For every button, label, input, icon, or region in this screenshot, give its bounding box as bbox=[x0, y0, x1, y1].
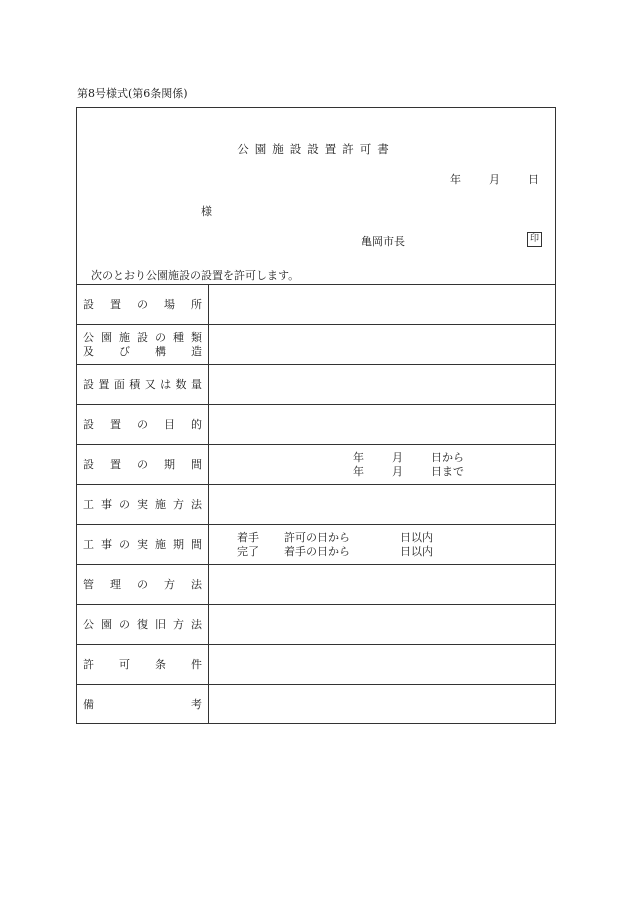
label-char: 間 bbox=[191, 457, 202, 471]
spread-label bbox=[83, 698, 202, 712]
period-from-month: 月 bbox=[392, 451, 403, 464]
period-from-year: 年 bbox=[353, 451, 364, 464]
table-row bbox=[77, 444, 555, 484]
label-char: 法 bbox=[191, 497, 202, 511]
row-label bbox=[77, 405, 209, 444]
label-char: 工 bbox=[83, 497, 94, 511]
period-from-day: 日から bbox=[431, 451, 464, 464]
label-char: 管 bbox=[83, 577, 94, 591]
label-char: の bbox=[137, 417, 148, 431]
label-char: 法 bbox=[191, 617, 202, 631]
permit-table bbox=[77, 284, 555, 724]
row-label bbox=[77, 565, 209, 604]
label-char: 法 bbox=[191, 577, 202, 591]
date-year: 年 bbox=[450, 173, 461, 186]
label-char: 施 bbox=[155, 537, 166, 551]
finish-label: 完了 bbox=[237, 545, 259, 558]
table-row bbox=[77, 324, 555, 364]
label-char: 期 bbox=[173, 537, 184, 551]
management-value bbox=[209, 565, 555, 604]
label-char: の bbox=[155, 330, 166, 344]
restoration-value bbox=[209, 605, 555, 644]
spread-label bbox=[83, 618, 202, 632]
spread-label bbox=[83, 578, 202, 592]
implementation-period-value bbox=[209, 525, 555, 564]
label-char: 方 bbox=[173, 617, 184, 631]
label-char: は bbox=[160, 377, 172, 391]
addressee: 様 bbox=[201, 205, 212, 218]
finish-text: 着手の日から bbox=[284, 545, 350, 558]
table-row bbox=[77, 284, 555, 324]
row-label bbox=[77, 645, 209, 684]
label-char: 設 bbox=[137, 330, 148, 344]
spread-label bbox=[83, 418, 202, 432]
spread-label bbox=[83, 538, 202, 552]
table-row bbox=[77, 364, 555, 404]
label-char: 及 bbox=[83, 344, 94, 358]
label-char: 園 bbox=[101, 330, 112, 344]
label-char: び bbox=[119, 344, 130, 358]
label-char: 設 bbox=[83, 417, 94, 431]
label-char: 面 bbox=[113, 377, 125, 391]
spread-label bbox=[83, 458, 202, 472]
label-char: の bbox=[119, 617, 130, 631]
label-char: 施 bbox=[155, 497, 166, 511]
spread-label bbox=[83, 331, 202, 345]
row-label bbox=[77, 365, 209, 404]
label-char: 間 bbox=[191, 537, 202, 551]
label-char: 工 bbox=[83, 537, 94, 551]
spread-label bbox=[83, 345, 202, 359]
label-char: 設 bbox=[83, 297, 94, 311]
issuer: 亀岡市長 bbox=[361, 235, 405, 248]
label-char: 方 bbox=[173, 497, 184, 511]
label-char: 条 bbox=[155, 657, 166, 671]
label-char: 設 bbox=[83, 457, 94, 471]
label-char: 理 bbox=[110, 577, 121, 591]
label-char: 置 bbox=[98, 377, 110, 391]
purpose-value bbox=[209, 405, 555, 444]
date-month: 月 bbox=[489, 173, 500, 186]
row-label bbox=[77, 485, 209, 524]
label-char: 可 bbox=[119, 657, 130, 671]
row-label bbox=[77, 605, 209, 644]
label-char: 旧 bbox=[155, 617, 166, 631]
start-suffix: 日以内 bbox=[400, 531, 433, 544]
label-char: 事 bbox=[101, 497, 112, 511]
form-number: 第8号様式(第6条関係) bbox=[77, 87, 188, 100]
spread-label bbox=[83, 498, 202, 512]
spread-label bbox=[83, 658, 202, 672]
permit-form bbox=[76, 107, 556, 724]
label-char: 許 bbox=[83, 657, 94, 671]
period-to-day: 日まで bbox=[431, 465, 464, 478]
table-row bbox=[77, 484, 555, 524]
label-char: 公 bbox=[83, 617, 94, 631]
label-char: 量 bbox=[190, 377, 202, 391]
label-char: 期 bbox=[164, 457, 175, 471]
label-char: 置 bbox=[110, 457, 121, 471]
label-char: 施 bbox=[119, 330, 130, 344]
label-char: 造 bbox=[191, 344, 202, 358]
label-char: 的 bbox=[191, 417, 202, 431]
location-value bbox=[209, 285, 555, 324]
row-label bbox=[77, 525, 209, 564]
label-char: 実 bbox=[137, 497, 148, 511]
spread-label bbox=[83, 298, 202, 312]
conditions-value bbox=[209, 645, 555, 684]
seal-mark: 印 bbox=[527, 232, 542, 247]
label-char: 置 bbox=[110, 417, 121, 431]
label-char: 類 bbox=[191, 330, 202, 344]
label-char: 公 bbox=[83, 330, 94, 344]
label-char: 考 bbox=[191, 697, 202, 711]
period-to-year: 年 bbox=[353, 465, 364, 478]
start-text: 許可の日から bbox=[284, 531, 350, 544]
row-label bbox=[77, 445, 209, 484]
label-char: 園 bbox=[101, 617, 112, 631]
period-value bbox=[209, 445, 555, 484]
table-row bbox=[77, 524, 555, 564]
label-char: 備 bbox=[83, 697, 94, 711]
label-char: 積 bbox=[129, 377, 141, 391]
label-char: 種 bbox=[173, 330, 184, 344]
form-title: 公園施設設置許可書 bbox=[237, 142, 395, 156]
start-label: 着手 bbox=[237, 531, 259, 544]
label-char: の bbox=[119, 497, 130, 511]
label-char: 実 bbox=[137, 537, 148, 551]
implementation-lines bbox=[237, 531, 433, 559]
period-to-month: 月 bbox=[392, 465, 403, 478]
table-row bbox=[77, 644, 555, 684]
issue-date bbox=[450, 171, 539, 187]
label-char: 目 bbox=[164, 417, 175, 431]
table-row bbox=[77, 404, 555, 444]
permit-statement: 次のとおり公園施設の設置を許可します。 bbox=[91, 269, 300, 282]
label-char: の bbox=[137, 577, 148, 591]
row-label bbox=[77, 685, 209, 724]
label-char: 所 bbox=[191, 297, 202, 311]
method-value bbox=[209, 485, 555, 524]
remarks-value bbox=[209, 685, 555, 724]
label-char: の bbox=[137, 457, 148, 471]
label-char: の bbox=[119, 537, 130, 551]
label-char: 事 bbox=[101, 537, 112, 551]
label-char: 設 bbox=[83, 377, 94, 391]
label-char: 又 bbox=[144, 377, 156, 391]
label-char: 復 bbox=[137, 617, 148, 631]
table-row bbox=[77, 684, 555, 724]
label-char: 数 bbox=[175, 377, 187, 391]
finish-suffix: 日以内 bbox=[400, 545, 433, 558]
facility-type-value bbox=[209, 325, 555, 364]
label-char: 場 bbox=[164, 297, 175, 311]
label-char: 構 bbox=[155, 344, 166, 358]
label-char: の bbox=[137, 297, 148, 311]
row-label bbox=[77, 325, 209, 364]
date-day: 日 bbox=[528, 173, 539, 186]
area-value bbox=[209, 365, 555, 404]
label-char: 置 bbox=[110, 297, 121, 311]
period-lines bbox=[353, 451, 464, 479]
label-char: 件 bbox=[191, 657, 202, 671]
spread-label bbox=[83, 378, 202, 392]
table-row bbox=[77, 564, 555, 604]
label-char: 方 bbox=[164, 577, 175, 591]
row-label bbox=[77, 285, 209, 324]
table-row bbox=[77, 604, 555, 644]
